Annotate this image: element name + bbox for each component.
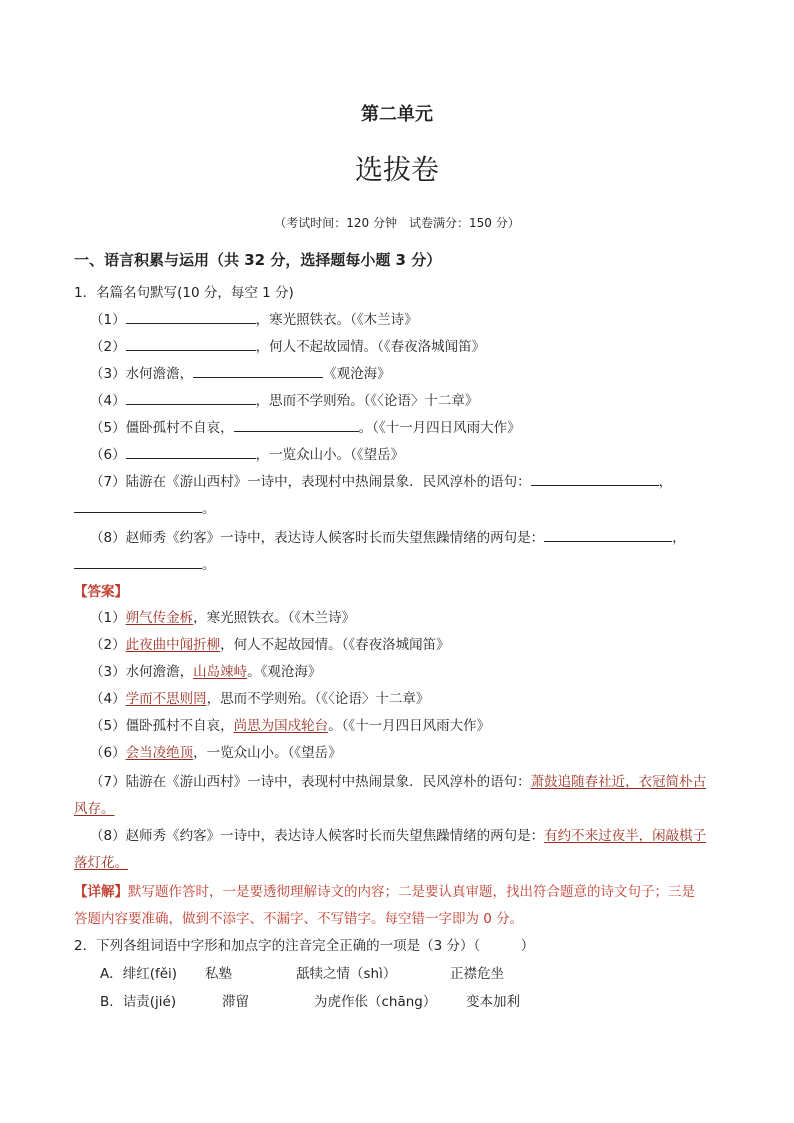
answer-item-6 — [90, 741, 342, 761]
item-text: 。（《十一月四日风雨大作》 — [328, 718, 491, 734]
item-text: 赵师秀《约客》一诗中，表达诗人候客时长而失望焦躁情绪的两句是： — [125, 828, 545, 844]
q2-option-b-4: 变本加利 — [466, 994, 520, 1010]
item-number: （1） — [90, 312, 126, 328]
answer-text: 山岛竦峙 — [193, 664, 248, 680]
detail-line-2: 答题内容要准确，做到不添字、不漏字、不写错字。每空错一字即为 0 分。 — [74, 911, 524, 927]
question-2-stem: 2．下列各组词语中字形和加点字的注音完全正确的一项是（3 分）（ ） — [74, 938, 535, 954]
q1-item-7-cont — [74, 497, 216, 517]
item-text: 。 — [202, 501, 216, 517]
answer-item-2 — [90, 633, 450, 653]
item-number: （5） — [90, 718, 126, 734]
item-number: （1） — [90, 610, 126, 626]
section-heading: 一、语言积累与运用（共 32 分，选择题每小题 3 分） — [74, 251, 442, 269]
q1-item-6 — [90, 443, 404, 463]
answer-item-8 — [90, 824, 706, 844]
item-number: （5） — [90, 420, 126, 436]
detail-line-1 — [74, 880, 695, 900]
answer-blank[interactable] — [126, 391, 256, 405]
answer-item-3 — [90, 660, 321, 680]
answer-label: 【答案】 — [74, 584, 128, 600]
page-title: 选拔卷 — [354, 153, 439, 186]
item-number: （2） — [90, 637, 126, 653]
q1-item-8-cont — [74, 553, 216, 573]
item-text: ，思而不学则殆。（《〈论语〉十二章》 — [206, 691, 430, 707]
answer-blank[interactable] — [74, 499, 202, 513]
answer-text: 风存。 — [74, 801, 115, 817]
q2-option-b-1[interactable]: B．诘责(jié) — [100, 994, 177, 1010]
answer-blank[interactable] — [126, 337, 256, 351]
answer-text: 萧鼓追随春社近，衣冠简朴古 — [530, 774, 707, 790]
q1-item-5 — [90, 416, 521, 436]
item-text: ， — [658, 474, 673, 490]
answer-text: 朔气传金柝 — [125, 610, 194, 626]
q1-item-4 — [90, 389, 478, 409]
item-text: ，思而不学则殆。（《〈论语〉十二章》 — [255, 393, 479, 409]
item-number: （2） — [90, 339, 126, 355]
answer-text: 有约不来过夜半，闲敲棋子 — [544, 828, 707, 844]
q1-item-1 — [90, 308, 418, 328]
q2-option-a-4: 正襟危坐 — [450, 966, 504, 982]
detail-label: 【详解】 — [74, 884, 128, 900]
item-text: 《观沧海》 — [323, 366, 391, 382]
item-number: （3） — [90, 366, 126, 382]
answer-text: 落灯花。 — [74, 855, 128, 871]
answer-text: 此夜曲中闻折柳 — [125, 637, 221, 653]
item-number: （7） — [90, 474, 126, 490]
answer-item-7-cont — [74, 797, 115, 817]
q1-item-7 — [90, 470, 672, 490]
answer-blank[interactable] — [193, 364, 323, 378]
answer-item-1 — [90, 606, 355, 626]
answer-blank[interactable] — [234, 418, 359, 432]
q1-item-8 — [90, 526, 686, 546]
item-text: ，何人不起故园情。（《春夜洛城闻笛》 — [255, 339, 486, 355]
item-number: （6） — [90, 447, 126, 463]
question-1-stem: 1．名篇名句默写(10 分，每空 1 分) — [74, 285, 294, 301]
answer-blank[interactable] — [531, 472, 659, 486]
item-text: ，一览众山小。（《望岳》 — [193, 745, 342, 761]
item-text: 僵卧孤村不自哀， — [125, 718, 234, 734]
answer-text: 会当凌绝顶 — [125, 745, 194, 761]
q2-option-b-3: 为虎作伥（chāng） — [314, 994, 437, 1010]
answer-blank[interactable] — [74, 555, 202, 569]
answer-item-4 — [90, 687, 429, 707]
item-text: 僵卧孤村不自哀， — [125, 420, 234, 436]
unit-heading: 第二单元 — [361, 104, 433, 125]
item-number: （8） — [90, 828, 126, 844]
answer-text: 学而不思则罔 — [125, 691, 207, 707]
q1-item-2 — [90, 335, 485, 355]
item-text: 。《观沧海》 — [247, 664, 322, 680]
item-number: （3） — [90, 664, 126, 680]
exam-info: （考试时间：120 分钟 试卷满分：150 分） — [274, 216, 520, 230]
item-number: （6） — [90, 745, 126, 761]
item-text: ， — [672, 530, 686, 546]
answer-item-7 — [90, 770, 706, 790]
answer-item-8-cont — [74, 851, 128, 871]
item-text: ，何人不起故园情。（《春夜洛城闻笛》 — [220, 637, 450, 653]
detail-text: 默写题作答时，一是要透彻理解诗文的内容；二是要认真审题，找出符合题意的诗文句子；三是 — [128, 884, 695, 900]
item-text: 陆游在《游山西村》一诗中，表现村中热闹景象．民风淳朴的语句： — [125, 774, 531, 790]
q1-item-3 — [90, 362, 391, 382]
item-text: 陆游在《游山西村》一诗中，表现村中热闹景象．民风淳朴的语句： — [125, 474, 531, 490]
q2-option-a-1[interactable]: A．绯红(fěi) — [100, 966, 178, 982]
item-text: 水何澹澹， — [125, 664, 194, 680]
answer-blank[interactable] — [544, 528, 672, 542]
q2-option-a-3: 舐犊之情（shì） — [296, 966, 397, 982]
item-number: （4） — [90, 691, 126, 707]
answer-blank[interactable] — [126, 445, 256, 459]
item-text: ，一览众山小。（《望岳》 — [255, 447, 405, 463]
item-number: （4） — [90, 393, 126, 409]
item-number: （8） — [90, 530, 126, 546]
item-text: ，寒光照铁衣。（《木兰诗》 — [255, 312, 418, 328]
answer-item-5 — [90, 714, 490, 734]
item-text: 赵师秀《约客》一诗中，表达诗人候客时长而失望焦躁情绪的两句是： — [125, 530, 545, 546]
answer-text: 尚思为国戍轮台 — [233, 718, 329, 734]
item-number: （7） — [90, 774, 126, 790]
q2-option-a-2: 私塾 — [205, 966, 232, 982]
item-text: 。（《十一月四日风雨大作》 — [358, 420, 521, 436]
item-text: ，寒光照铁衣。（《木兰诗》 — [193, 610, 356, 626]
item-text: 水何澹澹， — [125, 366, 194, 382]
q2-option-b-2: 滞留 — [222, 994, 249, 1010]
answer-blank[interactable] — [126, 310, 256, 324]
item-text: 。 — [202, 557, 216, 573]
